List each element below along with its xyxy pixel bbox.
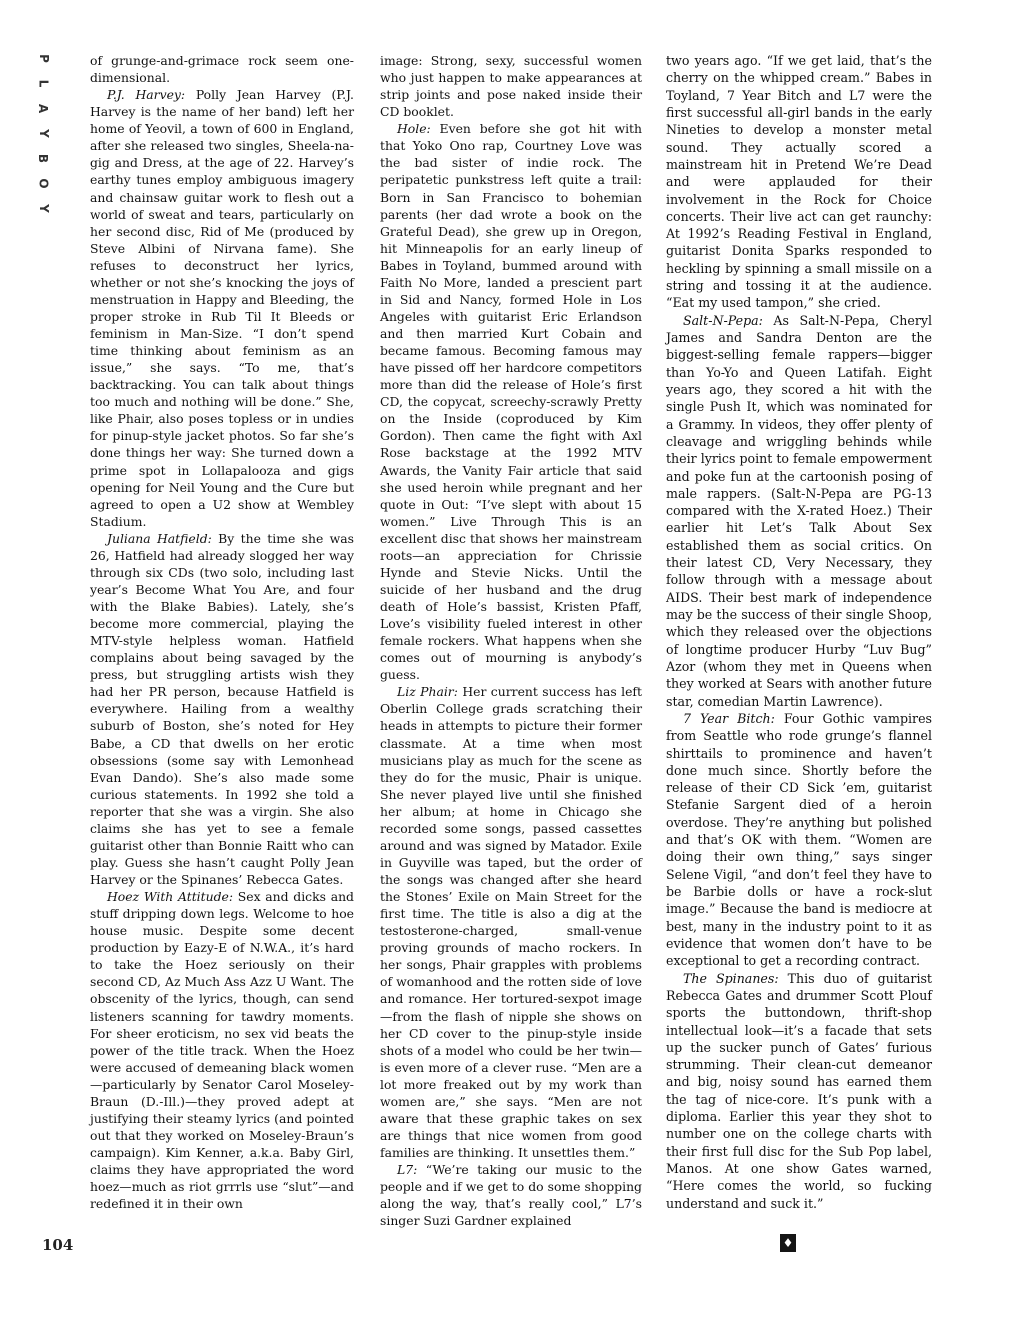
paragraph-text: “We’re taking our music to the people and if we get to do some shopping along the way, that’s really cool,” L7’s singer Suzi Gardner explained [380,1162,642,1229]
article-paragraph [380,120,642,683]
masthead-letter: Y [36,129,51,138]
paragraph-text: By the time she was 26, Hatfield had already slogged her way through six CDs (two solo, including last year’s Become What You Are, and four with the Blake Babies). Lately, she’s become more commercial, playing the MTV-style helpless woman. Hatfield complains about being savaged by the press, but struggling artists wish they had her PR person, because Hatfield is everywhere. Hailing from a wealthy suburb of Boston, she’s noted for Hey Babe, a CD that dwells on her erotic obsessions (some say with Lemonhead Evan Dando). She’s also made some curious statements. In 1992 she told a reporter that she was a virgin. She also claims she has yet to see a female guitarist other than Bonnie Raitt who can play. Guess she hasn’t caught Polly Jean Harvey or the Spinanes’ Rebecca Gates. [90,530,355,887]
paragraph-text: image: Strong, sexy, successful women who just happen to make appearances at strip joints and pose naked inside their CD booklet. [380,53,642,120]
paragraph-text: This duo of guitarist Rebecca Gates and drummer Scott Plouf sports the buttondown, thrift-shop intellectual look—it’s a facade that sets up the sucker punch of Gates’ furious strumming. Their clean-cut demeanor and big, noisy sound has earned them the tag of nice-core. It’s punk with a diploma. Earlier this year they shot to number one on the college charts with their first full disc for the Sub Pop label, Manos. At one show Gates warned, “Here comes the world, so fucking understand and suck it.” [666,970,932,1211]
paragraph-text: two years ago. “If we get laid, that’s the cherry on the whipped cream.” Babes in Toyland, 7 Year Bitch and L7 were the first successful all-girl bands in the early Nineties to develop a monster metal sound. They actually scored a mainstream hit in Pretend We’re Dead and were applauded for their involvement in the Rock for Choice concerts. Their live act can get raunchy: At 1992’s Reading Festival in England, guitarist Donita Sparks responded to heckling by spinning a small missile on a string and tossing it at the audience. “Eat my used tampon,” she cried. [666,53,932,311]
section-lead: Salt-N-Pepa: [683,312,763,328]
masthead-letter: O [36,178,51,189]
end-mark-icon: ♦ [780,1234,796,1252]
article-paragraph [90,888,354,1212]
section-lead: 7 Year Bitch: [683,710,775,726]
masthead-letter: L [36,79,51,88]
paragraph-text: Polly Jean Harvey (P.J. Harvey is the name of her band) left her home of Yeovil, a town of 600 in England, after she released two singles, Sheela-na-gig and Dress, at the age of 22. Harvey’s earthy tunes employ ambiguous imagery and chainsaw guitar work to flesh out a world of sweat and tears, particularly on her second disc, Rid of Me (produced by Steve Albini of Nirvana fame). She refuses to deconstruct her lyrics, whether or not she’s knocking the joys of menstruation in Happy and Bleeding, the proper stroke in Rub Til It Bleeds or feminism in Man-Size. “I don’t spend time thinking about feminism as an issue,” she says. “To me, that’s backtracking. You can talk about things too much and nothing will be done.” She, like Phair, also poses topless or in undies for pinup-style jacket photos. So far she’s done things her way: She turned down a prime spot in Lollapalooza and gigs opening for Neil Young and the Cure but agreed to open a U2 show at Wembley Stadium. [90,87,354,529]
masthead-letter: B [36,153,51,164]
paragraph-text: Her current success has left Oberlin College grads scratching their heads in attempts to picture their former classmate. At a time when most musicians play as much for the scene as they do for the music, Phair is unique. She never played live until she finished her album; at home in Chicago she recorded some songs, passed cassettes around and was signed by Matador. Exile in Guyville was taped, but the order of the songs was changed after she heard the Stones’ Exile on Main Street for the first time. The title is also a dig at the testosterone-charged, small-venue proving grounds of macho rockers. In her songs, Phair grapples with problems of womanhood and the rotten side of love and romance. Her tortured-sexpot image—from the flash of nipple she shows on her CD cover to the pinup-style inside shots of a model who could be her twin—is even more of a clever ruse. “Men are a lot more freaked out by my work than women are,” she says. “Men are not aware that these graphic takes on sex are things that nice women from good families are thinking. It unsettles them.” [380,684,642,1160]
article-paragraph [90,52,354,86]
text-column-1 [90,52,354,1212]
section-lead: The Spinanes: [683,970,779,986]
section-lead: P.J. Harvey: [107,87,186,103]
paragraph-text: Even before she got hit with that Yoko Ono rap, Courtney Love was the bad sister of indie rock. The peripatetic punkstress left quite a trail: Born in San Francisco to bohemian parents (her dad wrote a book on the Grateful Dead), she grew up in Oregon, hit Minneapolis for an early lineup of Babes in Toyland, bummed around with Faith No More, landed a prescient part in Sid and Nancy, formed Hole in Los Angeles with guitarist Eric Erlandson and then married Kurt Cobain and became famous. Becoming famous may have pissed off her hardcore competitors more than did the release of Hole’s first CD, the copycat, screechy-scrawly Pretty on the Inside (coproduced by Kim Gordon). Then came the fight with Axl Rose backstage at the 1992 MTV Awards, the Vanity Fair article that said she used heroin while pregnant and her quote in Out: “I’ve slept with about 15 women.” Live Through This is an excellent disc that shows her mainstream roots—an appreciation for Chrissie Hynde and Stevie Nicks. Until the suicide of her husband and the drug death of Hole’s bassist, Kristen Pfaff, Love’s visibility fueled interest in other female rockers. What happens when she comes out of mourning is anybody’s guess. [380,121,642,683]
section-lead: Juliana Hatfield: [107,530,212,546]
article-paragraph [666,970,932,1212]
paragraph-text: of grunge-and-grimace rock seem one-dimensional. [90,53,354,86]
paragraph-text: Sex and dicks and stuff dripping down legs. Welcome to hoe house music. Despite some decent production by Eazy-E of N.W.A., it’s hard to take the Hoez seriously on their second CD, Az Much Ass Azz U Want. The obscenity of the lyrics, though, can send listeners scanning for tawdry moments. For sheer eroticism, no sex vid beats the power of the title track. When the Hoez were accused of demeaning black women—particularly by Senator Carol Moseley-Braun (D.-Ill.)—they proved adept at justifying their steamy lyrics (and pointed out that they worked on Moseley-Braun’s campaign). Kim Kenner, a.k.a. Baby Girl, claims they have appropriated the word hoez—much as riot grrrls use “slut”—and redefined it in their own [90,889,354,1212]
article-paragraph [666,52,932,312]
text-column-2 [380,52,642,1229]
article-paragraph [380,1161,642,1229]
paragraph-text: Four Gothic vampires from Seattle who rode grunge’s flannel shirttails to prominence and haven’t done much since. Shortly before the release of their CD Sick ’em, guitarist Stefanie Sargent died of a heroin overdose. They’re anything but polished and that’s OK with them. “Women are doing their own thing,” says singer Selene Vigil, “and don’t feel they have to be Barbie dolls or have a rock-slut image.” Because the band is mediocre at best, many in the industry point to it as evidence that women don’t have to be exceptional to get a recording contract. [666,710,932,969]
paragraph-text: As Salt-N-Pepa, Cheryl James and Sandra Denton are the biggest-selling female rappers—bigger than Yo-Yo and Queen Latifah. Eight years ago, they scored a hit with the single Push It, which was nominated for a Grammy. In videos, they offer plenty of cleavage and wriggling behinds while their lyrics point to female empowerment and poke fun at the cartoonish posing of male rappers. (Salt-N-Pepa are PG-13 compared with the X-rated Hoez.) Their earlier hit Let’s Talk About Sex established them as social critics. On their latest CD, Very Necessary, they follow through with a message about AIDS. Their best mark of independence may be the success of their single Shoop, which they released over the objections of longtime producer Hurby “Luv Bug” Azor (whom they met in Queens when they worked at Sears with another future star, comedian Martin Lawrence). [666,312,932,709]
article-paragraph [666,312,932,710]
masthead-letter: P [36,54,51,63]
masthead-letter: A [36,103,51,114]
article-paragraph [666,710,932,970]
article-paragraph [380,52,642,120]
masthead-letter: Y [36,204,51,213]
section-lead: Hoez With Attitude: [107,889,234,905]
article-paragraph [90,530,354,888]
article-paragraph [90,86,354,530]
text-column-3 [666,52,932,1212]
page-number: 104 [42,1236,74,1254]
masthead [30,46,56,221]
section-lead: L7: [397,1162,418,1178]
article-paragraph [380,683,642,1161]
section-lead: Liz Phair: [397,684,458,700]
section-lead: Hole: [397,121,431,137]
